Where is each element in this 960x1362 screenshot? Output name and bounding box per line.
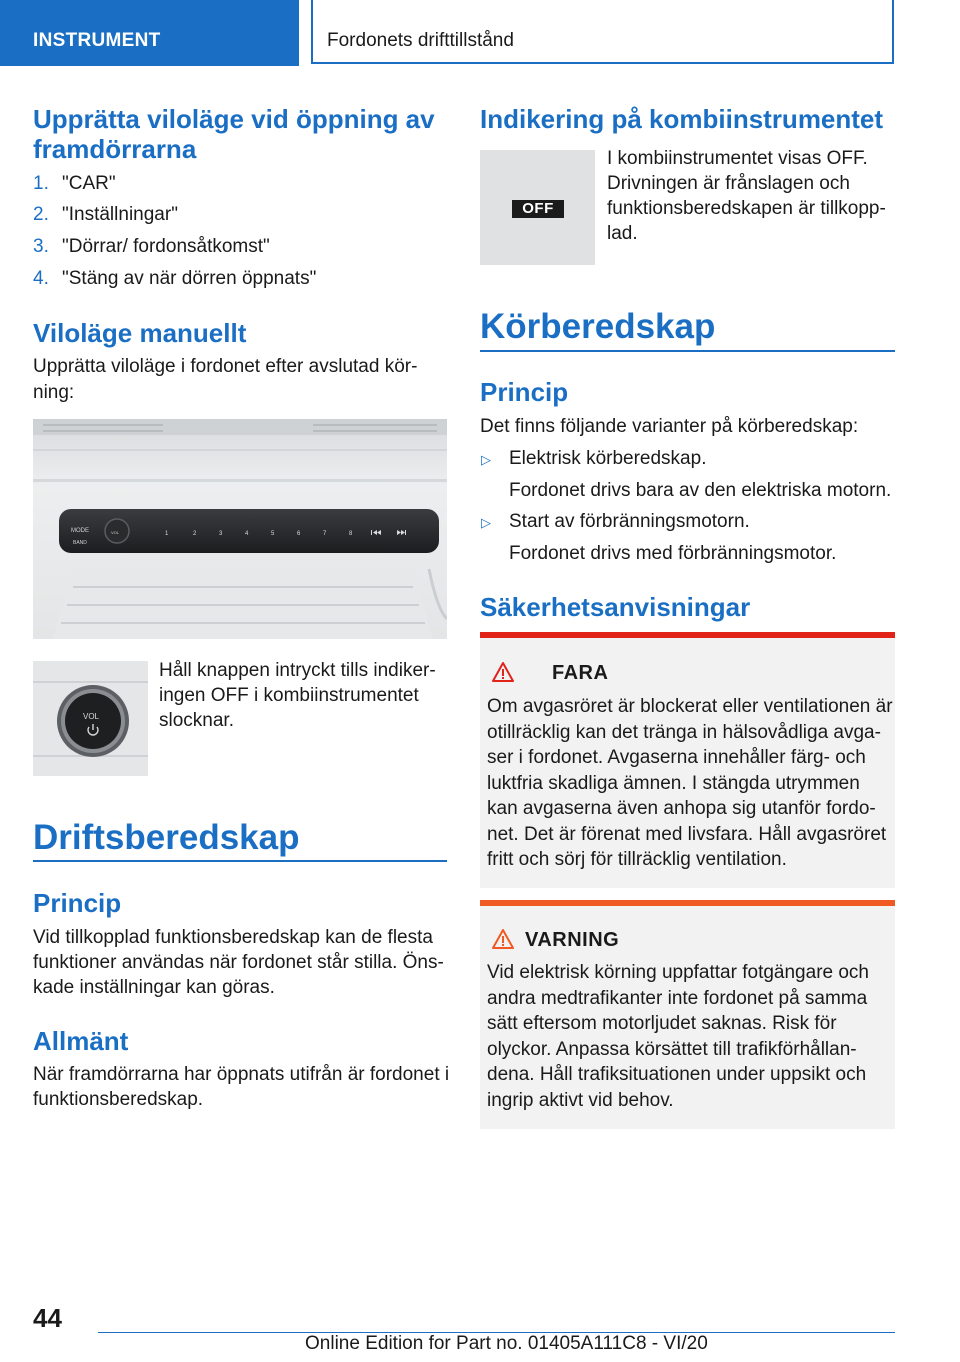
- off-indicator-image: [480, 150, 595, 265]
- radio-mode-label: MODE: [71, 528, 89, 534]
- footer-edition: Online Edition for Part no. 01405A111C8 - VI/20: [305, 1333, 708, 1354]
- danger-line: luktfria skadliga ämnen. I stängda utrymmen: [487, 772, 860, 794]
- danger-body: [487, 694, 893, 873]
- heading-standby-doors: Upprätta viloläge vid öppning av framdörrarna: [33, 104, 435, 164]
- princip-text-line: Vid tillkopplad funktionsberedskap kan de flesta: [33, 927, 433, 948]
- danger-line: Om avgasröret är blockerat eller ventilationen är: [487, 696, 893, 717]
- warning-line: sätt eftersom motorljudet saknas. Risk för: [487, 1013, 837, 1034]
- bullet-subtext: Fordonet drivs bara av den elektriska motorn.: [509, 480, 892, 501]
- header-section-tab: [0, 0, 299, 66]
- bullet-triangle-icon: ▷: [481, 515, 491, 530]
- header-section-label: INSTRUMENT: [33, 30, 161, 51]
- knob-vol-label: VOL: [83, 712, 100, 721]
- danger-line: ser i fordonet. Avgaserna innehåller färg- och: [487, 747, 866, 768]
- bullet-triangle-icon: ▷: [481, 452, 491, 467]
- preset-label: 5: [271, 531, 275, 537]
- header-topic-label: Fordonets drifttillstånd: [327, 30, 514, 51]
- list-text: "Dörrar/ fordonsåtkomst": [62, 236, 270, 257]
- danger-label: FARA: [552, 662, 609, 684]
- heading-driftsberedskap: Driftsberedskap: [33, 818, 300, 857]
- warning-body: [487, 960, 869, 1113]
- warning-triangle-icon: [491, 928, 515, 950]
- heading-korberedskap: Körberedskap: [480, 307, 716, 346]
- list-text: "CAR": [62, 173, 116, 194]
- preset-label: 8: [349, 531, 353, 537]
- radio-panel-illustration: [33, 419, 447, 639]
- section-rule: [33, 860, 447, 862]
- danger-line: net. Det är förenat med livsfara. Håll avgasröret: [487, 823, 887, 845]
- princip-text: Det finns följande varianter på körberedskap:: [480, 416, 859, 437]
- preset-label: 2: [193, 531, 197, 537]
- danger-notice: [480, 632, 895, 888]
- indik-text-line: funktionsberedskapen är tillkopp-: [607, 198, 886, 219]
- manual-text-line: ning:: [33, 382, 75, 403]
- page-number: 44: [33, 1303, 62, 1333]
- radio-panel-photo: [33, 419, 447, 639]
- warning-line: dena. Håll trafiksituationen under uppsikt och: [487, 1064, 867, 1085]
- preset-label: 3: [219, 531, 223, 537]
- warning-triangle-icon: [491, 661, 515, 683]
- allmant-text-line: När framdörrarna har öppnats utifrån är fordonet i: [33, 1064, 450, 1085]
- off-badge: OFF: [512, 200, 564, 218]
- heading-princip: Princip: [33, 888, 122, 918]
- danger-line: otillräcklig kan det tränga in hälsovådliga avga-: [487, 721, 881, 743]
- warning-line: ingrip aktivt vid behov.: [487, 1089, 674, 1111]
- warning-bar: [480, 900, 895, 906]
- warning-line: Vid elektrisk körning uppfattar fotgängare och: [487, 962, 869, 983]
- bullet-text: Elektrisk körberedskap.: [509, 448, 707, 469]
- preset-label: 6: [297, 531, 301, 537]
- list-number: 2.: [33, 204, 49, 225]
- heading-indikering: Indikering på kombiinstrumentet: [480, 104, 884, 134]
- heading-manual-standby: Viloläge manuellt: [33, 318, 247, 348]
- danger-line: kan avgaserna även anhopa sig utanför fordo-: [487, 798, 876, 819]
- warning-line: andra medtrafikanter inte fordonet på samma: [487, 987, 868, 1009]
- heading-sakerhetsanvisningar: Säkerhetsanvisningar: [480, 592, 751, 622]
- manual-text-line: Upprätta viloläge i fordonet efter avslutad kör-: [33, 356, 418, 377]
- list-number: 3.: [33, 236, 49, 257]
- section-rule: [480, 350, 895, 352]
- list-text: "Stäng av när dörren öppnats": [62, 268, 317, 289]
- preset-label: 4: [245, 531, 249, 537]
- hold-text-line: Håll knappen intryckt tills indiker-: [159, 660, 436, 681]
- heading-allmant: Allmänt: [33, 1026, 129, 1056]
- princip-text-line: kade inställningar kan göras.: [33, 977, 275, 998]
- warning-label: VARNING: [525, 929, 620, 951]
- bullet-subtext: Fordonet drivs med förbränningsmotor.: [509, 543, 837, 564]
- bullet-text: Start av förbränningsmotorn.: [509, 511, 750, 532]
- allmant-text-line: funktionsberedskap.: [33, 1089, 204, 1110]
- warning-notice: [480, 900, 895, 1129]
- preset-label: 7: [323, 531, 327, 537]
- radio-band-label: BAND: [73, 540, 87, 546]
- list-number: 4.: [33, 268, 49, 289]
- hold-text-line: ingen OFF i kombiinstrumentet: [159, 685, 419, 706]
- vol-knob-illustration: [33, 661, 148, 776]
- list-number: 1.: [33, 173, 49, 194]
- list-text: "Inställningar": [62, 204, 178, 225]
- heading-princip: Princip: [480, 377, 569, 407]
- danger-line: fritt och sörj för tillräcklig ventilation.: [487, 849, 787, 870]
- indik-text-line: I kombiinstrumentet visas OFF.: [607, 148, 868, 169]
- danger-bar: [480, 632, 895, 638]
- hold-text-line: slocknar.: [159, 710, 234, 731]
- vol-knob-photo: [33, 661, 148, 776]
- warning-line: olyckor. Anpassa körsättet till trafikförhållan-: [487, 1038, 857, 1060]
- indik-text-line: Drivningen är frånslagen och: [607, 173, 850, 194]
- indik-text-line: lad.: [607, 223, 638, 244]
- preset-label: 1: [165, 531, 169, 537]
- princip-text-line: funktioner användas när fordonet står stilla. Öns-: [33, 952, 444, 973]
- header-topic-tab: [311, 0, 894, 64]
- radio-vol-label: VOL: [111, 530, 120, 535]
